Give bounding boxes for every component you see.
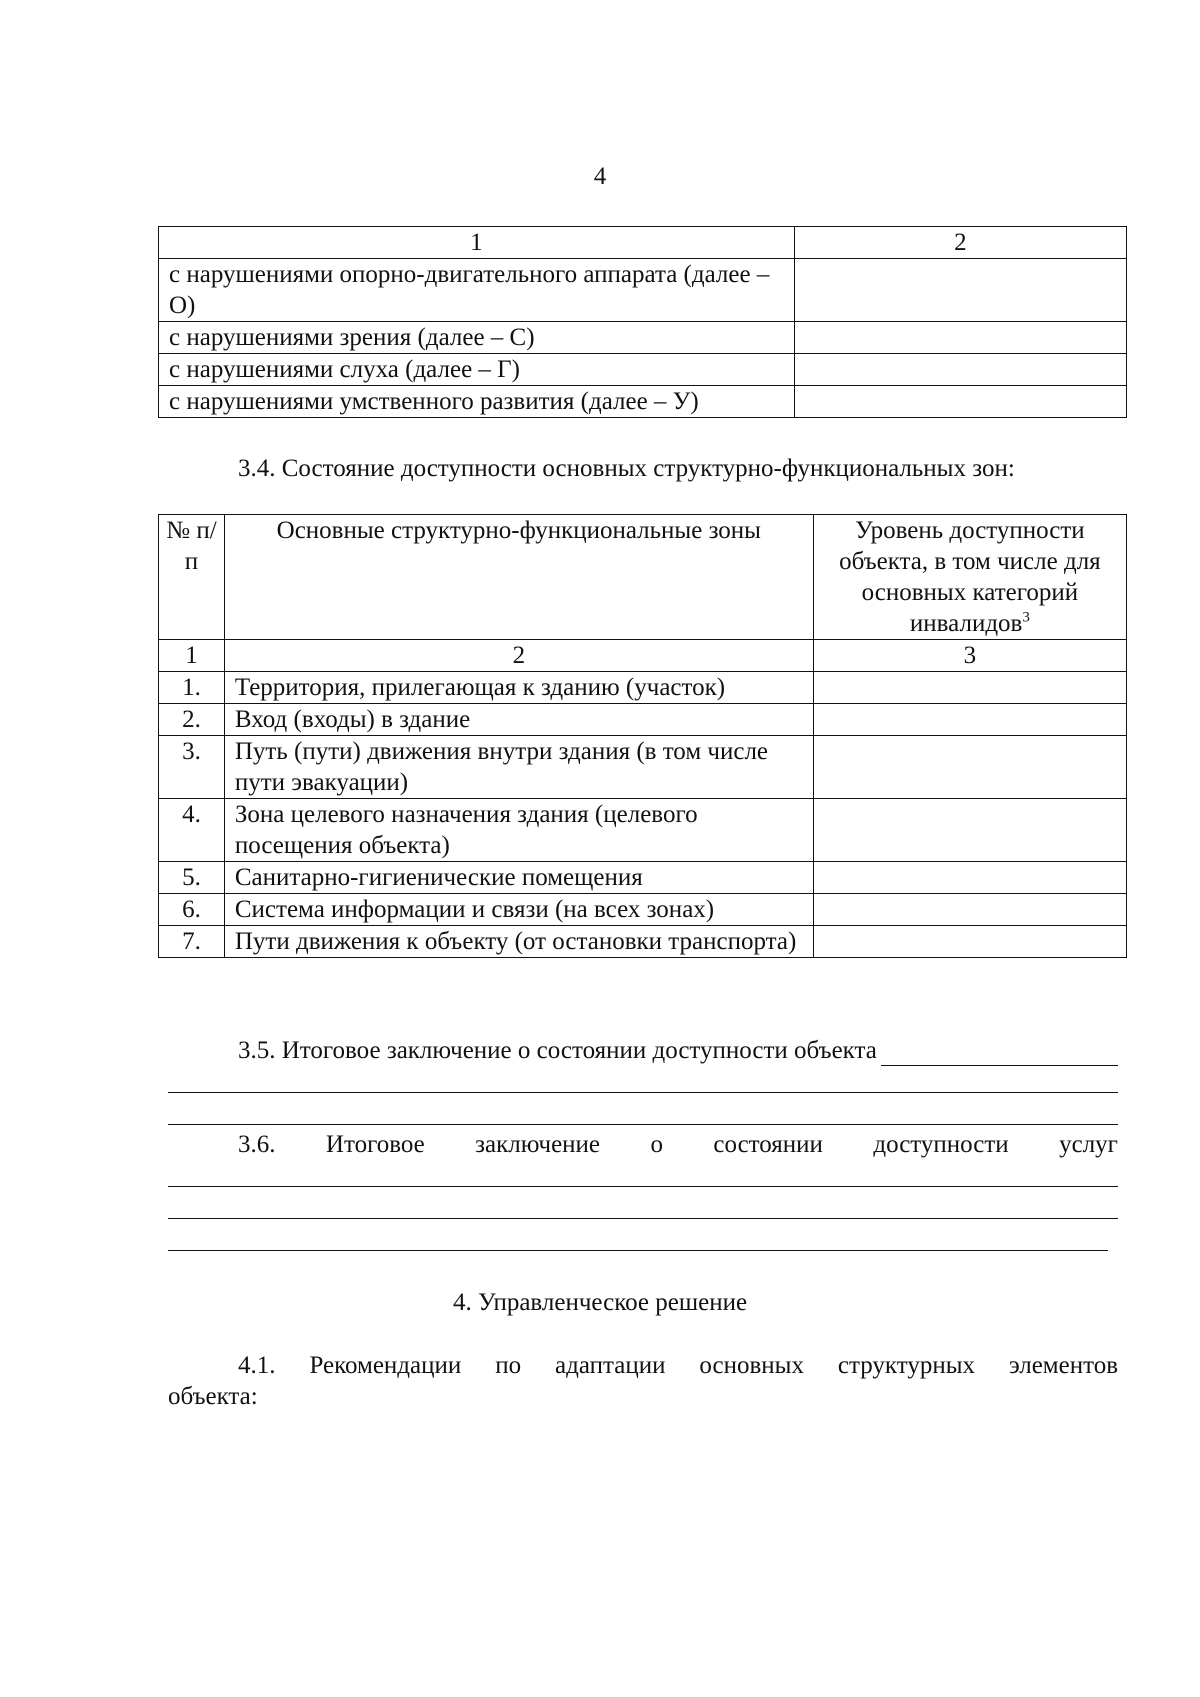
column-index-1: 1 <box>159 640 225 672</box>
zone-level <box>813 704 1126 736</box>
table-row <box>159 704 1127 736</box>
table-row <box>159 799 1127 862</box>
section-4-1-word: структурных <box>837 1352 976 1379</box>
zone-name: Пути движения к объекту (от остановки транспорта) <box>224 926 813 958</box>
row-number: 2. <box>159 704 225 736</box>
zone-name: Территория, прилегающая к зданию (участок) <box>224 672 813 704</box>
zone-level <box>813 736 1126 799</box>
section-3-6-word: состоянии <box>713 1131 823 1158</box>
table-row <box>159 926 1127 958</box>
section-4-1-word: основных <box>699 1352 804 1379</box>
column-index-2: 2 <box>794 227 1126 259</box>
section-3-5-text: 3.5. Итоговое заключение о состоянии доступности объекта <box>238 1037 877 1064</box>
table-index-row <box>159 640 1127 672</box>
section-3-6-word: заключение <box>475 1131 601 1158</box>
zone-level <box>813 672 1126 704</box>
section-3-4-title: 3.4. Состояние доступности основных структурно-функциональных зон: <box>238 455 1015 482</box>
zone-name: Путь (пути) движения внутри здания (в том числе пути эвакуации) <box>224 736 813 799</box>
zone-level <box>813 862 1126 894</box>
section-3-6-word: доступности <box>873 1131 1009 1158</box>
table-header-row <box>159 227 1127 259</box>
category-value <box>794 354 1126 386</box>
row-number: 6. <box>159 894 225 926</box>
column-index-2: 2 <box>224 640 813 672</box>
column-header-zone: Основные структурно-функциональные зоны <box>224 515 813 640</box>
row-number: 5. <box>159 862 225 894</box>
footnote-marker: 3 <box>1022 609 1030 626</box>
row-number: 4. <box>159 799 225 862</box>
section-4-1 <box>168 1350 1118 1412</box>
table-row <box>159 736 1127 799</box>
zones-table <box>158 514 1127 958</box>
table-row <box>159 894 1127 926</box>
zone-name: Система информации и связи (на всех зонах) <box>224 894 813 926</box>
zone-level <box>813 799 1126 862</box>
category-value <box>794 322 1126 354</box>
blank-line <box>168 1250 1108 1251</box>
blank-line <box>168 1186 1118 1187</box>
table-row <box>159 862 1127 894</box>
section-4-1-word: по <box>495 1352 522 1379</box>
category-label: с нарушениями умственного развития (далее – У) <box>159 386 795 418</box>
zone-name: Зона целевого назначения здания (целевого посещения объекта) <box>224 799 813 862</box>
category-label: с нарушениями зрения (далее – С) <box>159 322 795 354</box>
section-3-6-word: 3.6. <box>238 1131 276 1158</box>
section-3-6-word: услуг <box>1059 1131 1118 1158</box>
blank-line <box>168 1124 1118 1125</box>
table-header-row <box>159 515 1127 640</box>
section-3-6-word: Итоговое <box>325 1131 425 1158</box>
zone-name: Вход (входы) в здание <box>224 704 813 736</box>
section-4-1-first-line <box>168 1350 1118 1381</box>
category-label: с нарушениями слуха (далее – Г) <box>159 354 795 386</box>
zone-name: Санитарно-гигиенические помещения <box>224 862 813 894</box>
category-value <box>794 386 1126 418</box>
category-value <box>794 259 1126 322</box>
section-4-1-continuation: объекта: <box>168 1383 258 1410</box>
table-row <box>159 386 1127 418</box>
section-4-1-word: адаптации <box>555 1352 666 1379</box>
column-header-level-text: Уровень доступности объекта, в том числе для основных категорий инвалидов <box>839 517 1101 637</box>
category-label: с нарушениями опорно-двигательного аппарата (далее – О) <box>159 259 795 322</box>
section-3-5-blank <box>881 1039 1118 1066</box>
section-3-6-word: о <box>650 1131 663 1158</box>
section-4-1-word: элементов <box>1008 1352 1118 1379</box>
table-row <box>159 322 1127 354</box>
section-4-1-word: 4.1. <box>238 1352 276 1379</box>
blank-line <box>168 1218 1118 1219</box>
section-3-5 <box>238 1035 1118 1066</box>
column-header-level <box>813 515 1126 640</box>
row-number: 7. <box>159 926 225 958</box>
zone-level <box>813 926 1126 958</box>
column-index-1: 1 <box>159 227 795 259</box>
column-index-3: 3 <box>813 640 1126 672</box>
table-row <box>159 672 1127 704</box>
table-row <box>159 259 1127 322</box>
row-number: 1. <box>159 672 225 704</box>
categories-table <box>158 226 1127 418</box>
blank-line <box>168 1092 1118 1093</box>
column-header-num: № п/п <box>159 515 225 640</box>
section-4-title: 4. Управленческое решение <box>452 1289 748 1316</box>
page-number: 4 <box>593 163 607 190</box>
zone-level <box>813 894 1126 926</box>
section-3-6 <box>238 1129 1118 1160</box>
table-row <box>159 354 1127 386</box>
row-number: 3. <box>159 736 225 799</box>
section-4-1-word: Рекомендации <box>309 1352 462 1379</box>
